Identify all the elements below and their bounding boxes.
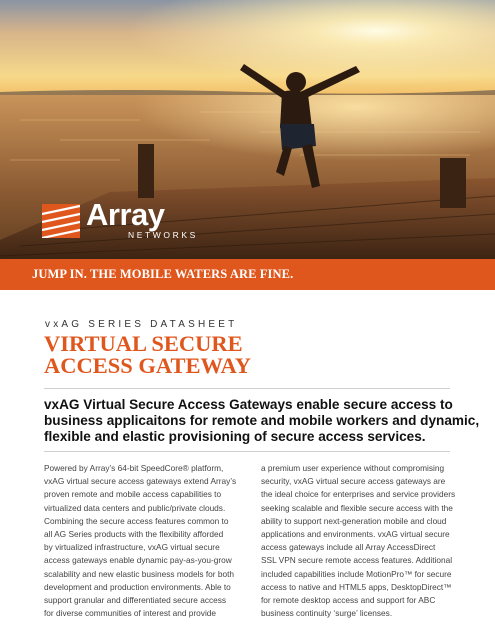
array-logo-icon bbox=[42, 204, 80, 238]
hero-illustration bbox=[0, 0, 495, 290]
body-line: for remote desktop access and support for ABC bbox=[261, 595, 436, 606]
body-column-right bbox=[261, 462, 466, 620]
body-line: a premium user experience without compromising bbox=[261, 463, 445, 473]
body-line: ability to support next-generation mobile and cloud bbox=[261, 515, 447, 526]
body-line: vxAG virtual secure access gateways extend Array’s bbox=[44, 476, 237, 487]
body-line: by virtualized infrastructure, vxAG virtual secure bbox=[44, 542, 220, 553]
divider bbox=[44, 451, 450, 452]
title-line: VIRTUAL SECURE bbox=[44, 331, 243, 356]
body-line: Combining the secure access features common to bbox=[44, 515, 229, 526]
page-title bbox=[44, 333, 251, 377]
body-line: security, vxAG virtual secure access gateways are bbox=[261, 476, 446, 487]
logo-wordmark: Array bbox=[86, 197, 165, 232]
body-line: Powered by Array’s 64-bit SpeedCore® platform, bbox=[44, 463, 224, 473]
tagline-banner bbox=[0, 259, 495, 290]
body-line: applications and environments. vxAG virtual secure bbox=[261, 529, 450, 540]
lead-paragraph bbox=[44, 397, 480, 445]
body-line: access to native and HTML5 apps, DesktopDirect™ bbox=[261, 581, 452, 592]
tagline-text: JUMP IN. THE MOBILE WATERS ARE FINE. bbox=[32, 267, 294, 281]
body-line: virtualized data centers and public/private clouds. bbox=[44, 502, 226, 513]
datasheet-kicker: vxAG SERIES DATASHEET bbox=[45, 319, 238, 330]
body-column-left bbox=[44, 462, 249, 620]
body-line: seeking scalable and flexible secure access with the bbox=[261, 502, 453, 513]
body-line: business continuity ‘surge’ licenses. bbox=[261, 608, 393, 619]
divider bbox=[44, 388, 450, 389]
body-line: access gateways enable dynamic pay-as-you-grow bbox=[44, 555, 232, 566]
body-line: the ideal choice for enterprises and service providers bbox=[261, 489, 456, 500]
body-line: development and production environments. Able to bbox=[44, 581, 231, 592]
body-line: all AG Series products with the flexibility afforded bbox=[44, 529, 224, 540]
body-line: scalability and new elastic business models for both bbox=[44, 568, 235, 579]
title-line: ACCESS GATEWAY bbox=[44, 353, 251, 378]
lead-line: business applicaitons for remote and mobile workers and dynamic, bbox=[44, 413, 480, 428]
logo-subtitle: NETWORKS bbox=[128, 230, 198, 240]
body-line: included capabilities include MotionPro™ for secure bbox=[261, 568, 452, 579]
body-line: support granular and differentiated secure access bbox=[44, 595, 227, 606]
hero-photo bbox=[0, 0, 495, 290]
body-line: access gateways include all Array AccessDirect bbox=[261, 542, 436, 553]
lead-line: flexible and elastic provisioning of secure access services. bbox=[44, 429, 426, 444]
lead-line: vxAG Virtual Secure Access Gateways enable secure access to bbox=[44, 397, 453, 412]
body-line: SSL VPN secure remote access features. Additional bbox=[261, 555, 453, 566]
body-line: proven remote and mobile access capabilities to bbox=[44, 489, 222, 500]
body-line: for diverse communities of interest and provide bbox=[44, 608, 217, 619]
array-networks-logo bbox=[42, 197, 198, 244]
